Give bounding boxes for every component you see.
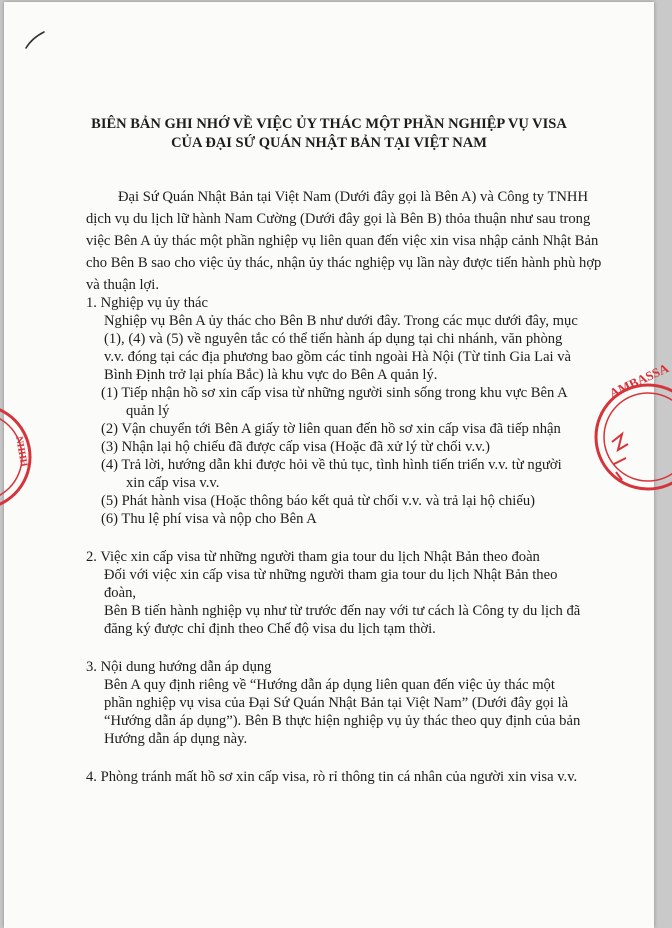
section-3-body-line: “Hướng dẫn áp dụng”). Bên B thực hiện nghiệp vụ ủy thác theo quy định của bản: [104, 713, 581, 729]
section-2-body-line: Đối với việc xin cấp visa từ những người tham gia tour du lịch Nhật Bản theo: [104, 567, 558, 583]
section-1-heading: 1. Nghiệp vụ ủy thác: [86, 295, 208, 311]
section-1-body-line: (1), (4) và (5) về nguyên tắc có thể tiến hành áp dụng tại chi nhánh, văn phòng: [104, 331, 563, 347]
intro-line: việc Bên A ủy thác một phần nghiệp vụ liên quan đến việc xin visa nhập cảnh Nhật Bản: [86, 233, 599, 249]
document-page: [4, 2, 671, 928]
section-3-body-line: Bên A quy định riêng về “Hướng dẫn áp dụng liên quan đến việc ủy thác một: [104, 677, 555, 693]
title-line-1: BIÊN BẢN GHI NHỚ VỀ VIỆC ỦY THÁC MỘT PHẦN NGHIỆP VỤ VISA: [91, 116, 567, 132]
section-2-body-line: đăng ký được chỉ định theo Chế độ visa du lịch tạm thời.: [104, 621, 436, 637]
intro-line: Đại Sứ Quán Nhật Bản tại Việt Nam (Dưới đây gọi là Bên A) và Công ty TNHH: [118, 189, 588, 205]
section-1-item: (1) Tiếp nhận hồ sơ xin cấp visa từ những người sinh sống trong khu vực Bên A: [101, 385, 568, 401]
section-3-body-line: Hướng dẫn áp dụng này.: [104, 731, 248, 747]
section-2-heading: 2. Việc xin cấp visa từ những người tham gia tour du lịch Nhật Bản theo đoàn: [86, 549, 540, 565]
section-3-body-line: phần nghiệp vụ visa của Đại Sứ Quán Nhật Bản tại Việt Nam” (Dưới đây gọi là: [104, 695, 569, 711]
section-1-item: xin cấp visa v.v.: [126, 475, 220, 491]
section-4-heading: 4. Phòng tránh mất hồ sơ xin cấp visa, rò rỉ thông tin cá nhân của người xin visa v.v.: [86, 769, 578, 785]
section-2-body-line: đoàn,: [104, 585, 137, 601]
section-1-item: (6) Thu lệ phí visa và nộp cho Bên A: [101, 511, 317, 527]
section-1-item: quản lý: [126, 403, 170, 419]
intro-line: dịch vụ du lịch lữ hành Nam Cường (Dưới đây gọi là Bên B) thỏa thuận như sau trong: [86, 211, 591, 227]
embassy-stamp-icon: [592, 360, 672, 502]
title-line-2: CỦA ĐẠI SỨ QUÁN NHẬT BẢN TẠI VIỆT NAM: [171, 135, 487, 151]
section-1-body-line: Bình Định trở lại phía Bắc) là khu vực do Bên A quản lý.: [104, 367, 438, 383]
section-1-body-line: v.v. đóng tại các địa phương bao gồm các tỉnh ngoài Hà Nội (Từ tỉnh Gia Lai và: [104, 349, 572, 365]
pen-mark-icon: [22, 20, 62, 60]
document-title: [4, 115, 654, 153]
section-1-item: (3) Nhận lại hộ chiếu đã được cấp visa (Hoặc đã xử lý từ chối v.v.): [101, 439, 490, 455]
stamp-left-text: NHHH: [13, 435, 30, 468]
section-1-item: (2) Vận chuyển tới Bên A giấy tờ liên quan đến hồ sơ xin cấp visa đã tiếp nhận: [101, 421, 561, 437]
intro-line: cho Bên B sao cho việc ủy thác, nhận ủy thác nghiệp vụ lần này được tiến hành phù hợp: [86, 255, 602, 271]
section-1-item: (4) Trả lời, hướng dẫn khi được hỏi về thủ tục, tình hình tiến triển v.v. từ người: [101, 457, 562, 473]
seal-stamp-icon: [0, 397, 44, 517]
section-1-body-line: Nghiệp vụ Bên A ủy thác cho Bên B như dưới đây. Trong các mục dưới đây, mục: [104, 313, 578, 329]
stamp-right-text: AMBASSA: [606, 360, 671, 401]
section-3-heading: 3. Nội dung hướng dẫn áp dụng: [86, 659, 272, 675]
section-2-body-line: Bên B tiến hành nghiệp vụ như từ trước đến nay với tư cách là Công ty du lịch đã: [104, 603, 581, 619]
intro-line: và thuận lợi.: [86, 277, 159, 293]
section-1-item: (5) Phát hành visa (Hoặc thông báo kết quả từ chối v.v. và trả lại hộ chiếu): [101, 493, 535, 509]
